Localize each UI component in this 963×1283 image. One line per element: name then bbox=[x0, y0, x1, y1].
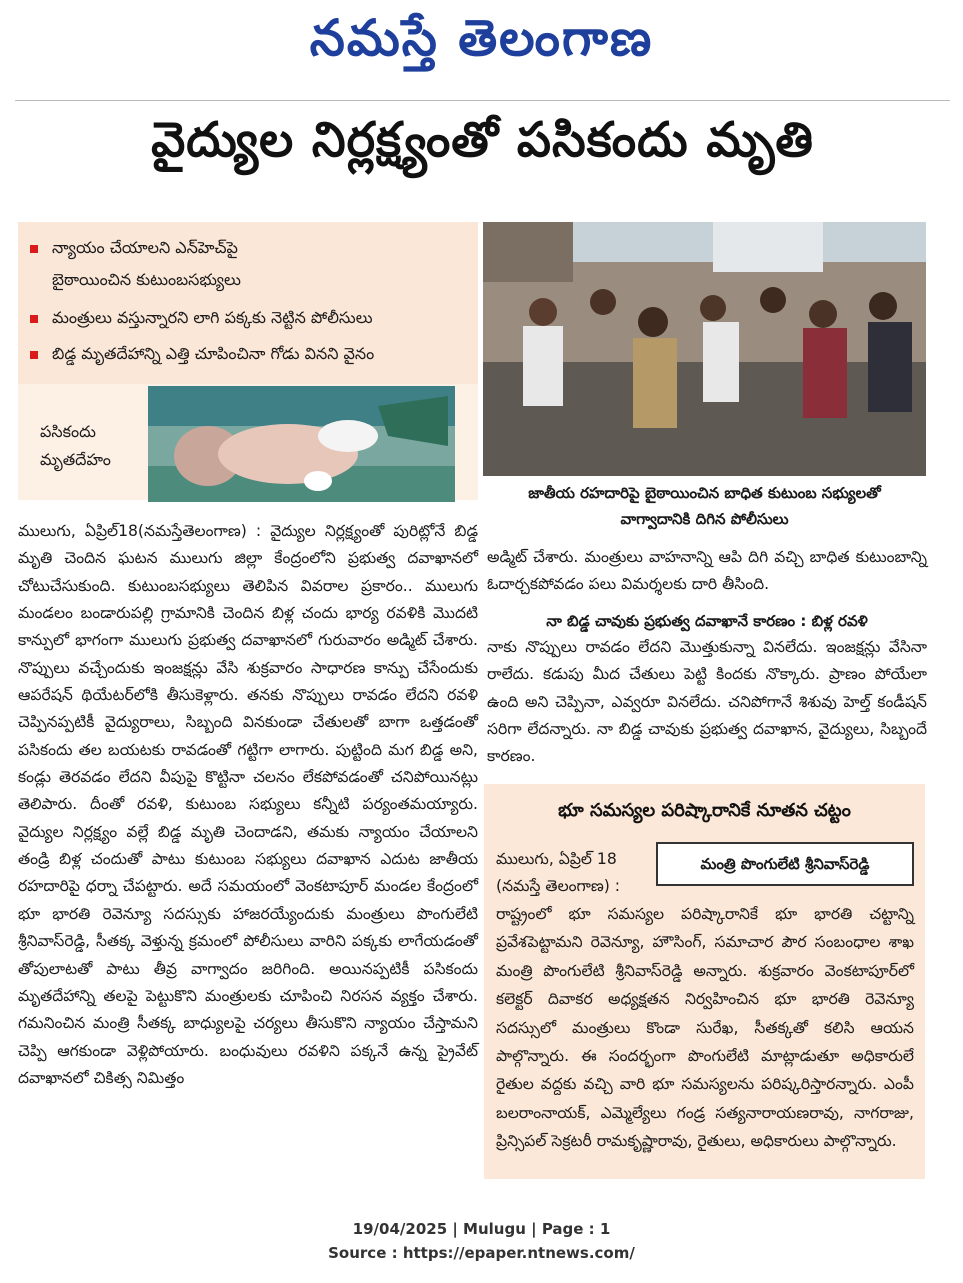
footer-source: Source : https://epaper.ntnews.com/ bbox=[328, 1244, 635, 1262]
bullet-icon bbox=[30, 245, 38, 253]
bullet-icon bbox=[30, 315, 38, 323]
sidebar-story-title: భూ సమస్యల పరిష్కారానికే నూతన చట్టం bbox=[558, 800, 851, 821]
footer-date: 19/04/2025 | Mulugu | Page : 1 bbox=[352, 1220, 611, 1238]
baby-caption: పసికందు మృతదేహం bbox=[40, 422, 111, 469]
divider bbox=[15, 100, 950, 101]
bullet-icon bbox=[30, 351, 38, 359]
sidebar-story-dateline: ములుగు, ఏప్రిల్ 18 (నమస్తే తెలంగాణ) : bbox=[496, 850, 621, 895]
highlight-item: బైఠాయించిన కుటుంబసభ్యులు bbox=[52, 270, 241, 289]
masthead-logo: నమస్తే తెలంగాణ bbox=[309, 8, 654, 67]
quote-tag: మంత్రి పొంగులేటి శ్రీనివాస్‌రెడ్డి bbox=[656, 842, 914, 886]
highlight-item: న్యాయం చేయాలని ఎన్‌హెచ్‌పై bbox=[30, 236, 470, 260]
article-body-left: ములుగు, ఏప్రిల్18(నమస్తేతెలంగాణ) : వైద్యుల నిర్లక్ష్యంతో పురిట్లోనే బిడ్డ మృతి చెందిన ఘటన ములుగు జిల్లా కేంద్రంలోని ప్రభుత్వ దవాఖానలో చోటుచేసుకుంది. కుటుంబసభ్యులు తెలిపిన వివరాల ప్రకారం.. ములుగు మండలం బండారుపల్లి గ్రామానికి చెందిన బిళ్ల చందు భార్య రవళికి మొదటి కాన్పులో భాగంగా ములుగు ప్రభుత్వ దవాఖానలో గురువారం అడ్మిట్ చేశారు. నొప్పులు వచ్చేందుకు ఇంజక్షన్లు వేసి శుక్రవారం సాధారణ కాన్పు చేసేందుకు ఆపరేషన్ థియేటర్‌లోకి తీసుకెళ్లారు. తనకు నొప్పులు రావడం లేదని రవళి చెప్పినప్పటికీ వైద్యురాలు, సిబ్బంది వినకుండా చేతులతో బాగా ఒత్తడంతో పసికందు తల బయటకు రావడంతో గట్టిగా లాగారు. పుట్టింది మగ బిడ్డ అని, కండ్లు తెరవడం లేదని వీపుపై కొట్టినా చలనం లేకపోవడంతో చనిపోయినట్లు తెలిపారు. దీంతో రవళి, కుటుంబ సభ్యులు కన్నీటి పర్యంతమయ్యారు. వైద్యుల నిర్లక్ష్యం వల్లే బిడ్డ మృతి చెందాడని, తమకు న్యాయం చేయాలని తండ్రి బిళ్ల చందుతో పాటు కుటుంబ సభ్యులు దవాఖాన ఎదుట జాతీయ రహదారిపై ధర్నా చేపట్టారు. అదే సమయంలో వెంకటాపూర్ మండల కేంద్రంలో భూ భారతి రెవెన్యూ సదస్సుకు హాజరయ్యేందుకు మంత్రులు పొంగులేటి శ్రీనివాస్‌రెడ్డి, సీతక్క వెళ్తున్న క్రమంలో పోలీసులు వారిని పక్కకు లాగేయడంతో తోపులాటతో పాటు తీవ్ర వాగ్వాదం జరిగింది. అయినప్పటికీ పసికందు మృతదేహాన్ని తలపై పెట్టుకొని మంత్రులకు చూపించి నిరసన వ్యక్తం చేశారు. గమనించిన మంత్రి సీతక్క బాధ్యులపై చర్యలు తీసుకొని న్యాయం చేస్తామని చెప్పి ఆగకుండా వెళ్లిపోయారు. బంధువులు రవళిని పక్కనే ఉన్న ప్రైవేట్ దవాఖానలో చికిత్స నిమిత్తం bbox=[18, 522, 478, 1087]
baby-photo bbox=[148, 386, 455, 502]
article-quote: నాకు నొప్పులు రావడం లేదని మొత్తుకున్నా వినలేదు. ఇంజక్షన్లు వేసినా రాలేదు. కడుపు మీద చేతులు పెట్టి కిందకు నొక్కారు. ప్రాణం పోయేలా ఉంది అని చెప్పినా, ఎవ్వరూ వినలేదు. చనిపోగానే శిశువు హెల్త్ కండీషన్ సరిగా లేదన్నారు. నా బిడ్డ చావుకు ప్రభుత్వ దవాఖాన, వైద్యులు, సిబ్బందే కారణం. bbox=[487, 638, 927, 766]
sidebar-story-body: రాష్ట్రంలో భూ సమస్యల పరిష్కారానికే భూ భారతి చట్టాన్ని ప్రవేశపెట్టామని రెవెన్యూ, హౌసింగ్, సమాచార పౌర సంబంధాల శాఖ మంత్రి పొంగులేటి శ్రీనివాస్‌రెడ్డి అన్నారు. శుక్రవారం వెంకటాపూర్‌లో కలెక్టర్ దివాకర అధ్యక్షతన నిర్వహించిన భూ భారతి రెవెన్యూ సదస్సులో మంత్రులు కొండా సురేఖ, సీతక్కతో కలిసి ఆయన పాల్గొన్నారు. ఈ సందర్భంగా పొంగులేటి మాట్లాడుతూ అధికారులే రైతుల వద్దకు వచ్చి వారి భూ సమస్యలను పరిష్కరిస్తారన్నారు. ఎంపీ బలరాంనాయక్, ఎమ్మెల్యేలు గండ్ర సత్యనారాయణరావు, నాగరాజు, ప్రిన్సిపల్ సెక్రటరీ రామకృష్ణారావు, రైతులు, అధికారులు పాల్గొన్నారు. bbox=[496, 905, 914, 1151]
crowd-photo bbox=[483, 222, 926, 476]
highlight-item: మంత్రులు వస్తున్నారని లాగి పక్కకు నెట్టిన పోలీసులు bbox=[30, 306, 470, 330]
article-body-right: అడ్మిట్ చేశారు. మంత్రులు వాహనాన్ని ఆపి దిగి వచ్చి బాధిత కుటుంబాన్ని ఓదార్చకపోవడం పలు విమర్శలకు దారి తీసింది. bbox=[487, 548, 927, 594]
headline: వైద్యుల నిర్లక్ష్యంతో పసికందు మృతి bbox=[151, 112, 814, 168]
crowd-caption: జాతీయ రహదారిపై బైఠాయించిన బాధిత కుటుంబ సభ్యులతో వాగ్వాదానికి దిగిన పోలీసులు bbox=[528, 484, 881, 528]
highlight-item: బిడ్డ మృతదేహాన్ని ఎత్తి చూపించినా గోడు వినని వైనం bbox=[30, 342, 470, 366]
article-subhead: నా బిడ్డ చావుకు ప్రభుత్వ దవాఖానే కారణం : బిళ్ల రవళి bbox=[546, 612, 868, 630]
